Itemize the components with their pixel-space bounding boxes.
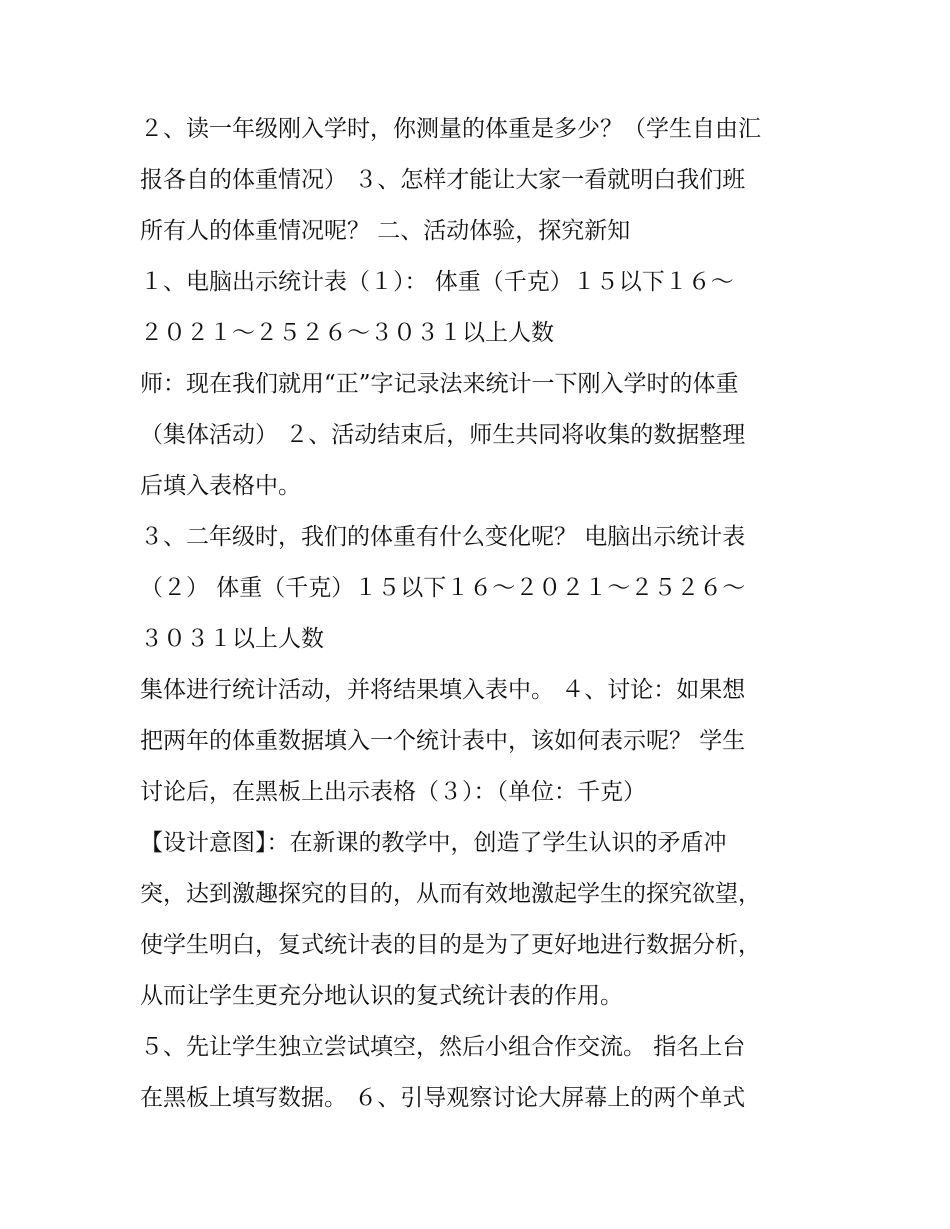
text-line: 师：现在我们就用“正”字记录法来统计一下刚入学时的体重 <box>140 371 739 397</box>
text-line: 突，达到激趣探究的目的，从而有效地激起学生的探究欲望， <box>140 881 761 907</box>
text-line: 所有人的体重情况呢？ 二、活动体验，探究新知 <box>140 218 631 244</box>
text-line: （２） 体重（千克）１５以下１６～２０２１～２５２６～ <box>140 575 746 601</box>
text-line: 报各自的体重情况） ３、怎样才能让大家一看就明白我们班 <box>140 167 746 193</box>
document-body <box>140 104 820 1124</box>
text-line: ５、先让学生独立尝试填空，然后小组合作交流。 指名上台 <box>140 1034 746 1060</box>
text-line: 把两年的体重数据填入一个统计表中，该如何表示呢？ 学生 <box>140 728 746 754</box>
text-line: ３０３１以上人数 <box>140 626 324 652</box>
text-line: 后填入表格中。 <box>140 473 301 499</box>
text-line: ２、读一年级刚入学时，你测量的体重是多少？（学生自由汇 <box>140 116 761 142</box>
text-line: 【设计意图】：在新课的教学中，创造了学生认识的矛盾冲 <box>140 830 727 856</box>
text-line: １、电脑出示统计表（１）： 体重（千克）１５以下１６～ <box>140 269 734 295</box>
text-line: 从而让学生更充分地认识的复式统计表的作用。 <box>140 983 623 1009</box>
text-line: 集体进行统计活动，并将结果填入表中。 ４、讨论：如果想 <box>140 677 746 703</box>
text-line: 使学生明白，复式统计表的目的是为了更好地进行数据分析， <box>140 932 761 958</box>
text-line: 在黑板上填写数据。 ６、引导观察讨论大屏幕上的两个单式 <box>140 1085 746 1111</box>
text-line: ２０２１～２５２６～３０３１以上人数 <box>140 320 554 346</box>
text-line: （集体活动） ２、活动结束后，师生共同将收集的数据整理 <box>140 422 746 448</box>
text-line: 讨论后，在黑板上出示表格（３）：（单位：千克） <box>140 779 646 805</box>
text-line: ３、二年级时，我们的体重有什么变化呢？ 电脑出示统计表 <box>140 524 746 550</box>
